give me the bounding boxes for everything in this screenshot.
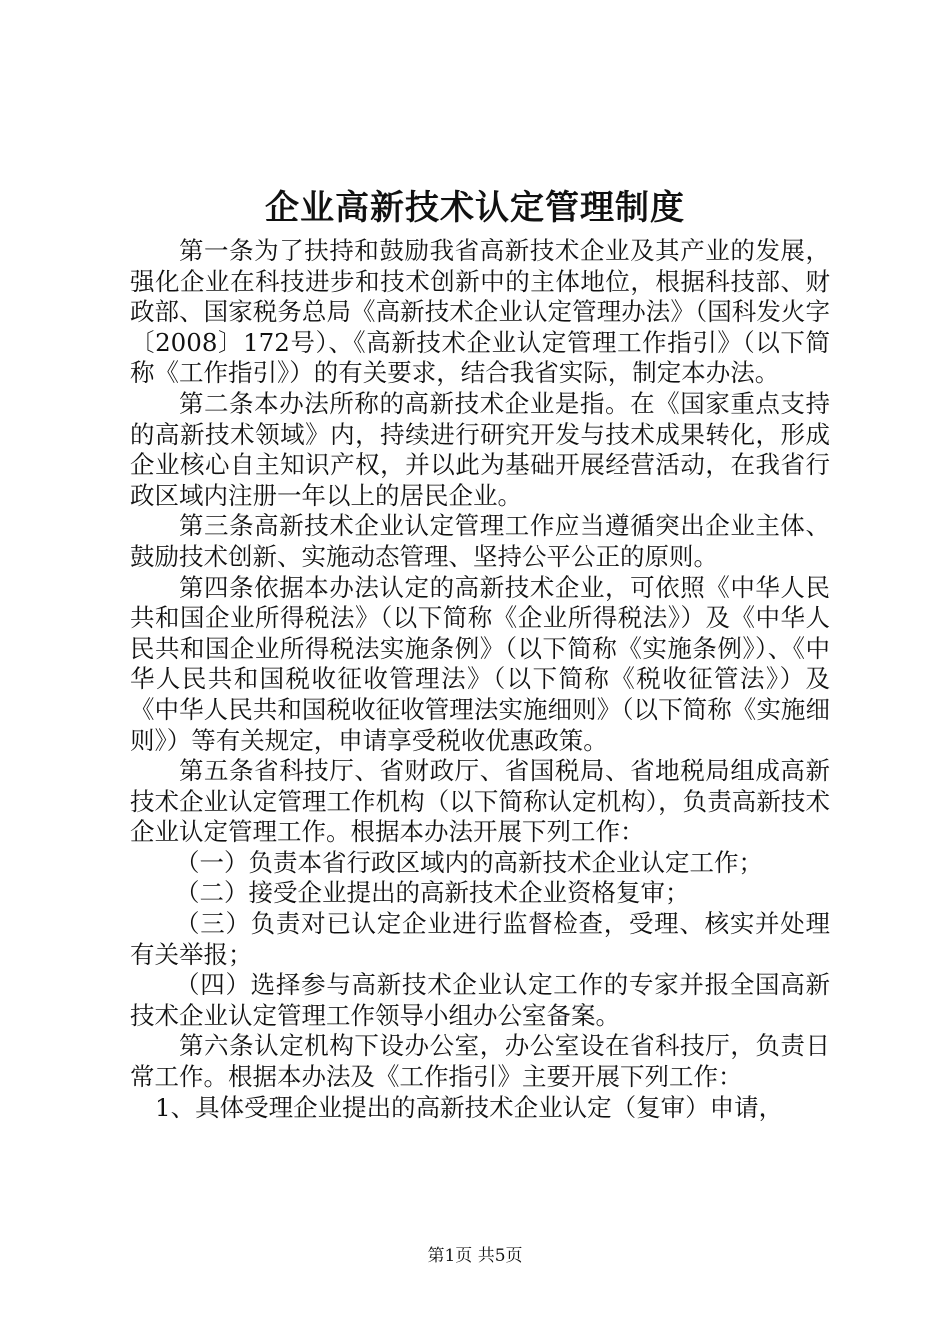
document-body [130,236,830,1123]
paragraph-item-3: （三）负责对已认定企业进行监督检查，受理、核实并处理有关举报； [130,909,830,969]
paragraph-subitem-1: 1、具体受理企业提出的高新技术企业认定（复审）申请， [155,1092,784,1122]
paragraph-item-1: （一）负责本省行政区域内的高新技术企业认定工作； [175,847,763,877]
paragraph-article-1: 第一条为了扶持和鼓励我省高新技术企业及其产业的发展，强化企业在科技进步和技术创新中的主体地位，根据科技部、财政部、国家税务总局《高新技术企业认定管理办法》（国科发火字〔2008〕172号）、《高新技术企业认定管理工作指引》（以下简称《工作指引》）的有关要求，结合我省实际，制定本办法。 [130,236,830,388]
paragraph-article-2: 第二条本办法所称的高新技术企业是指。在《国家重点支持的高新技术领域》内，持续进行研究开发与技术成果转化，形成企业核心自主知识产权，并以此为基础开展经营活动，在我省行政区域内注册一年以上的居民企业。 [130,388,830,510]
document-title: 企业高新技术认定管理制度 [265,188,685,228]
paragraph-article-4: 第四条依据本办法认定的高新技术企业，可依照《中华人民共和国企业所得税法》（以下简称《企业所得税法》）及《中华人民共和国企业所得税法实施条例》（以下简称《实施条例》）、《中华人民共和国税收征收管理法》（以下简称《税收征管法》）及《中华人民共和国税收征收管理法实施细则》（以下简称《实施细则》）等有关规定，申请享受税收优惠政策。 [130,572,830,755]
paragraph-article-6: 第六条认定机构下设办公室，办公室设在省科技厅，负责日常工作。根据本办法及《工作指引》主要开展下列工作： [130,1031,830,1092]
paragraph-article-5: 第五条省科技厅、省财政厅、省国税局、省地税局组成高新技术企业认定管理工作机构（以下简称认定机构），负责高新技术企业认定管理工作。根据本办法开展下列工作： [130,756,830,847]
paragraph-article-3: 第三条高新技术企业认定管理工作应当遵循突出企业主体、鼓励技术创新、实施动态管理、坚持公平公正的原则。 [130,511,830,571]
paragraph-item-4: （四）选择参与高新技术企业认定工作的专家并报全国高新技术企业认定管理工作领导小组办公室备案。 [130,970,830,1030]
page-footer: 第1页 共5页 [427,1246,523,1266]
paragraph-item-2: （二）接受企业提出的高新技术企业资格复审； [175,878,690,908]
